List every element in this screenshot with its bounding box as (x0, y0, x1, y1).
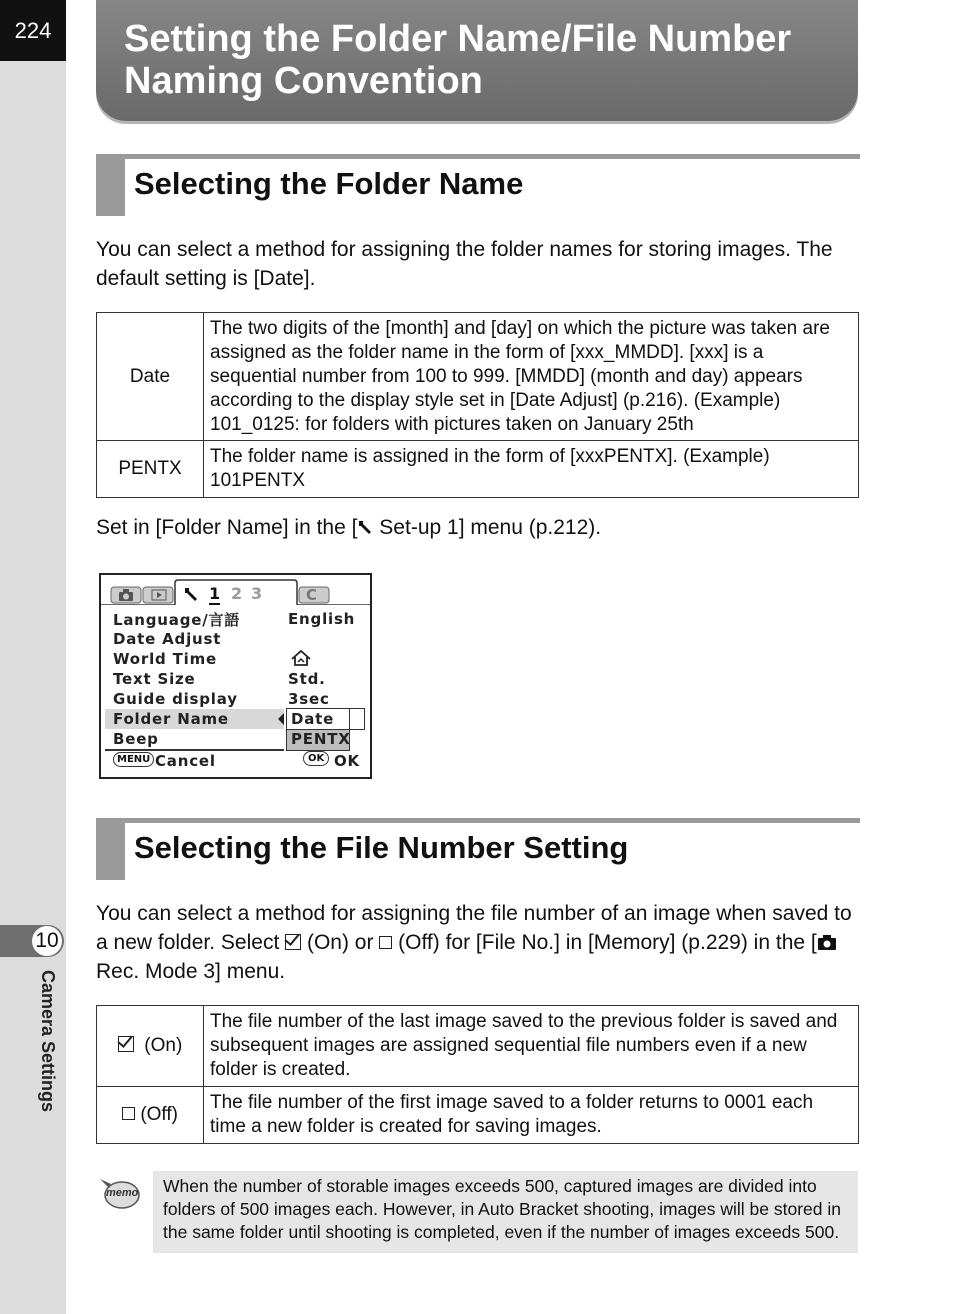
option-key (97, 1087, 204, 1144)
setin-before: Set in [Folder Name] in the [ (96, 516, 358, 539)
file-intro (96, 899, 861, 986)
menu-item-world-time[interactable]: World Time (113, 650, 217, 668)
menu-value-language: English (288, 610, 356, 628)
option-key: Date (97, 313, 204, 441)
checkbox-empty-icon (379, 936, 392, 949)
tab-2[interactable]: 2 (231, 584, 243, 603)
wrench-icon (357, 519, 373, 535)
menu-value-guide-display: 3sec (288, 690, 330, 708)
section-rule (96, 818, 860, 823)
option-pentx[interactable]: PENTX (291, 730, 351, 748)
memo-icon (98, 1175, 140, 1211)
table-row (97, 1006, 859, 1087)
section-tab (96, 154, 125, 216)
menu-item-language[interactable]: Language/言語 (113, 611, 241, 629)
option-key (97, 1006, 204, 1087)
menu-divider (105, 749, 284, 751)
ok-label: OK (334, 752, 360, 770)
page-title: Setting the Folder Name/File Number Naming Convention (124, 18, 792, 102)
tab-3[interactable]: 3 (251, 584, 263, 603)
camera-icon (118, 589, 134, 601)
title-banner (96, 0, 858, 121)
memo-box: When the number of storable images exceeds 500, captured images are divided into folders of 500 images each. However, in Auto Bracket shooting, images will be stored in the same folder until shooting is completed, even if the number of images exceeds 500. (153, 1171, 858, 1253)
home-icon (290, 649, 312, 667)
section-title-file: Selecting the File Number Setting (134, 830, 629, 865)
menu-value-text-size: Std. (288, 670, 326, 688)
chapter-label-wrap (34, 970, 58, 1170)
file-number-table (96, 1005, 859, 1144)
menu-item-beep[interactable]: Beep (113, 730, 159, 748)
menu-item-guide-display[interactable]: Guide display (113, 690, 238, 708)
option-key-label: (On) (144, 1035, 183, 1056)
option-key-label: (Off) (140, 1104, 178, 1125)
file-intro-part: (On) or (301, 931, 380, 954)
option-key: PENTX (97, 441, 204, 498)
menu-item-date-adjust[interactable]: Date Adjust (113, 630, 222, 648)
folder-name-table (96, 312, 859, 498)
section-rule (96, 154, 860, 159)
setin-after: Set-up 1] menu (p.212). (373, 516, 602, 539)
tab-custom[interactable]: C (306, 586, 318, 604)
checkbox-checked-icon (118, 1036, 134, 1052)
scroll-indicator (349, 708, 365, 730)
cancel-label: Cancel (155, 752, 216, 770)
ok-button-key[interactable]: OK (303, 751, 329, 766)
memo-label: memo (106, 1187, 139, 1199)
option-desc: The file number of the first image saved to a folder returns to 0001 each time a new folder is created for saving images. (204, 1087, 859, 1144)
menu-tab-row (101, 575, 370, 605)
file-intro-part: Rec. Mode 3] menu. (96, 960, 286, 983)
section-header-folder (96, 154, 860, 216)
wrench-icon (183, 586, 199, 602)
arrow-left-icon (277, 713, 285, 725)
table-row (97, 1087, 859, 1144)
option-desc: The folder name is assigned in the form of [xxxPENTX]. (Example) 101PENTX (204, 441, 859, 498)
tab-1[interactable]: 1 (209, 584, 221, 603)
section-tab (96, 818, 125, 880)
section-header-file (96, 818, 860, 880)
folder-intro: You can select a method for assigning the folder names for storing images. The default setting is [Date]. (96, 238, 833, 290)
camera-icon (817, 934, 837, 950)
chapter-label: Camera Settings (38, 970, 58, 1113)
setin-text (96, 513, 866, 542)
menu-item-folder-name[interactable]: Folder Name (113, 710, 229, 728)
file-intro-part: You can select a method for assigning the file number of an image when saved to a new folder. Select (96, 902, 852, 954)
table-row (97, 441, 859, 498)
camera-menu-screen (99, 573, 372, 779)
file-intro-part: (Off) for [File No.] in [Memory] (p.229) in the [ (392, 931, 817, 954)
menu-item-text-size[interactable]: Text Size (113, 670, 196, 688)
chapter-number: 10 (32, 926, 62, 956)
option-desc: The two digits of the [month] and [day] on which the picture was taken are assigned as the folder name in the form of [xxx_MMDD]. [xxx] is a sequential number from 100 to 999. [MMDD] (month and day) appears according to the display style set in [Date Adjust] (p.216). (Example) 101_0125: for folders with pictures taken on January 25th (204, 313, 859, 441)
option-date[interactable]: Date (291, 710, 335, 728)
menu-button-key[interactable]: MENU (113, 752, 154, 767)
playback-icon (151, 589, 167, 601)
checkbox-empty-icon (122, 1107, 135, 1120)
chapter-tab (0, 925, 64, 957)
section-title-folder: Selecting the Folder Name (134, 166, 524, 201)
table-row (97, 313, 859, 441)
checkbox-checked-icon (285, 934, 301, 950)
page-number: 224 (0, 0, 66, 61)
option-desc: The file number of the last image saved to the previous folder is saved and subsequent images are assigned sequential file numbers even if a new folder is created. (204, 1006, 859, 1087)
